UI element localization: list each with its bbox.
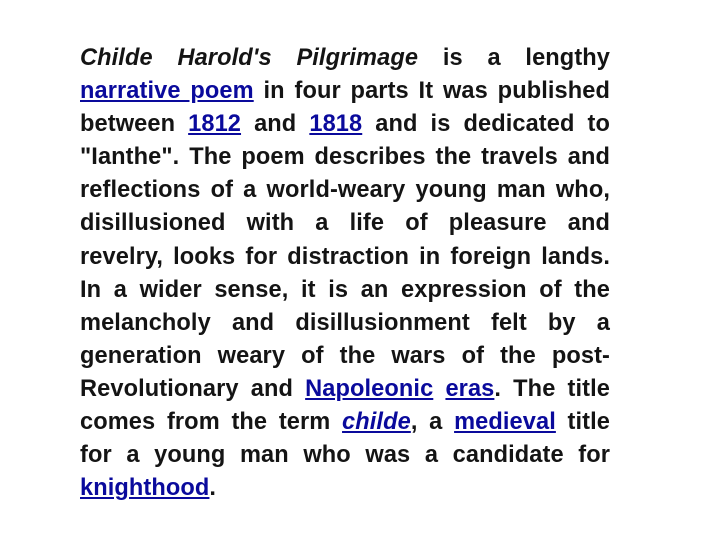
poem-title: Childe Harold's Pilgrimage [80, 45, 419, 71]
link-1812[interactable]: 1812 [188, 111, 242, 138]
text-run: , a [410, 409, 455, 436]
text-run: and [241, 111, 310, 138]
text-run: in four parts It was published between [80, 78, 610, 138]
childe-term: childe [342, 409, 411, 436]
link-eras[interactable]: eras [445, 375, 495, 402]
text-run: is a lengthy [418, 45, 611, 71]
link-knighthood[interactable]: knighthood [80, 475, 210, 502]
text-run: title for a young man who was a candidate for [80, 409, 611, 469]
body-paragraph [80, 42, 610, 505]
link-narrative-poem[interactable]: narrative poem [80, 78, 254, 105]
link-childe[interactable] [342, 409, 411, 435]
text-run: . [209, 475, 217, 502]
link-1818[interactable]: 1818 [309, 111, 363, 138]
link-medieval[interactable]: medieval [454, 409, 556, 436]
link-napoleonic[interactable]: Napoleonic [305, 375, 434, 402]
text-run [433, 376, 445, 402]
text-run: . The title comes from the term [80, 375, 610, 436]
text-run: and is dedicated to "Ianthe". The poem describes the travels and reflections of a world-weary young man who, disillusioned with a life of pleasure and revelry, looks for distraction in foreign lands. In a wider sense, it is an expression of the melancholy and disillusionment felt by a generation weary of the wars of the post-Revolutionary and [80, 111, 610, 402]
